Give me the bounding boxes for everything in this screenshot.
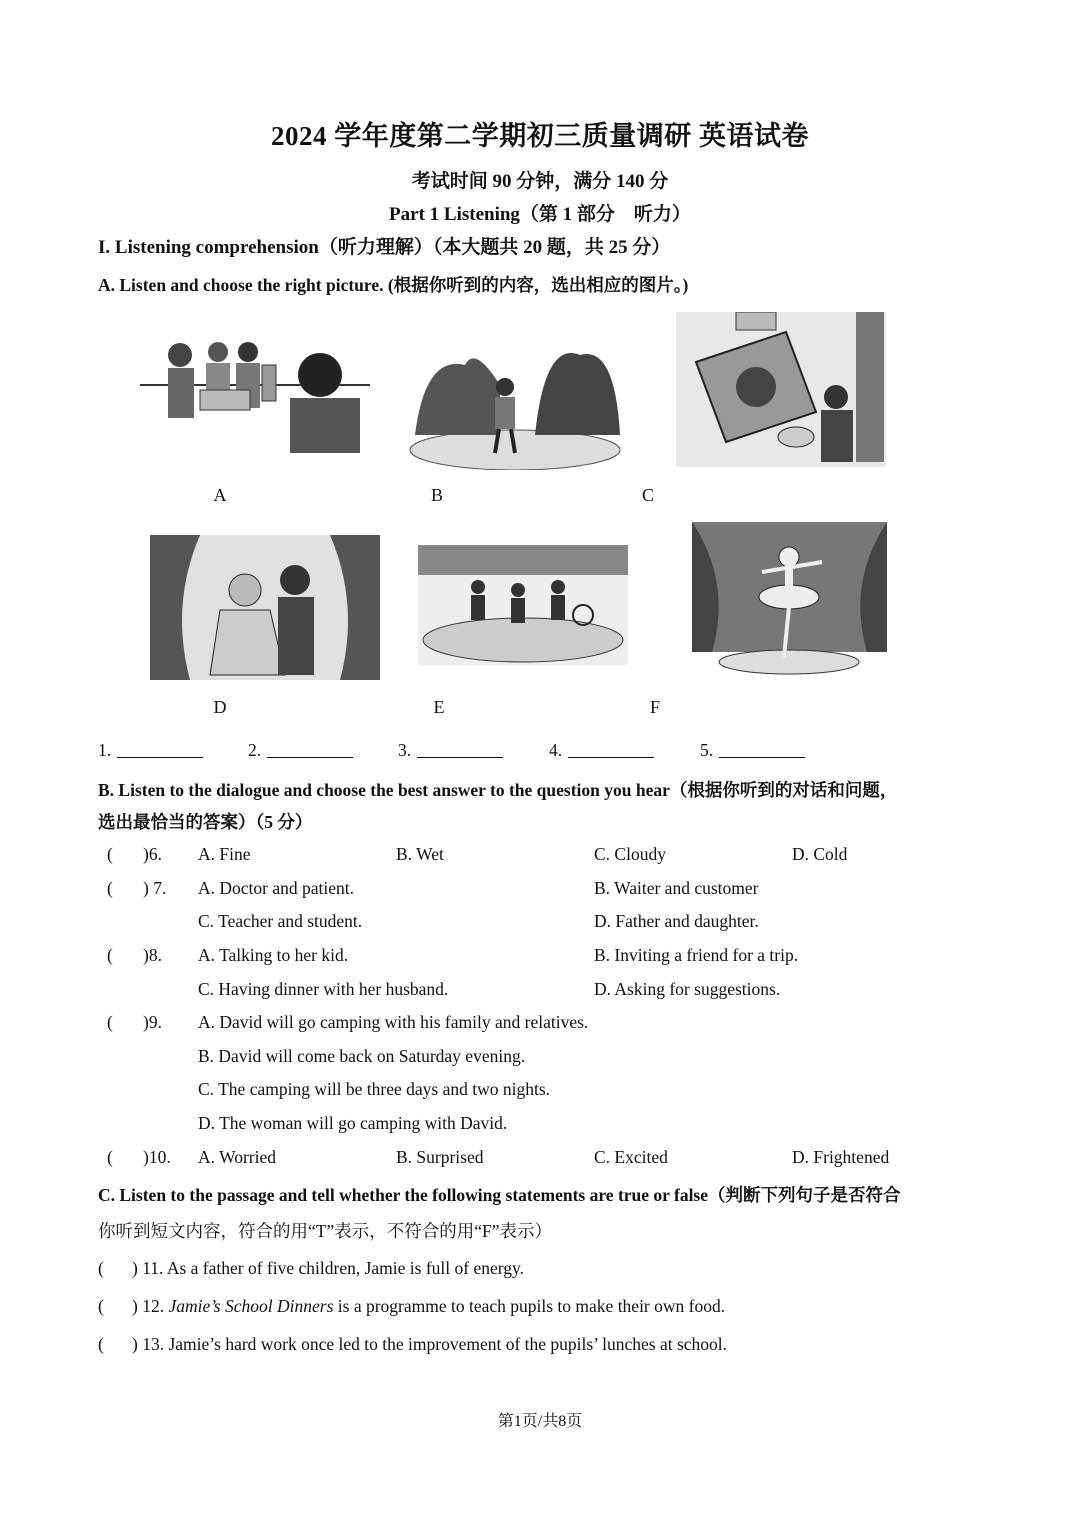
question-12-rest: is a programme to teach pupils to make their own food. <box>333 1296 726 1316</box>
question-13: ) 13. Jamie’s hard work once led to the improvement of the pupils’ lunches at school. <box>132 1334 728 1354</box>
question-12 <box>132 1296 725 1317</box>
section-heading: I. Listening comprehension（听力理解）（本大题共 20 题，共 25 分） <box>98 237 671 258</box>
q9-option-d: D. The woman will go camping with David. <box>198 1113 508 1133</box>
question-11: ) 11. As a father of five children, Jamie is full of energy. <box>132 1258 525 1278</box>
part-c-instruction-line2: 你听到短文内容，符合的用“T”表示，不符合的用“F”表示） <box>98 1221 552 1241</box>
question-number-10: )10. <box>143 1147 171 1167</box>
answer-blank-5[interactable]: 5. <box>700 740 805 761</box>
q10-option-a: A. Worried <box>198 1147 276 1167</box>
q10-option-d: D. Frightened <box>792 1147 890 1167</box>
exam-title: 2024 学年度第二学期初三质量调研 英语试卷 <box>271 121 809 151</box>
people-waving-picture-icon <box>140 330 370 460</box>
answer-blank-3[interactable]: 3. <box>398 740 503 761</box>
answer-paren-9[interactable]: ( <box>107 1012 113 1032</box>
answer-paren-13[interactable]: ( <box>98 1334 104 1354</box>
q7-option-c: C. Teacher and student. <box>198 911 363 931</box>
answer-blank-2[interactable]: 2. <box>248 740 353 761</box>
picture-label-d: D <box>213 697 227 717</box>
q9-option-c: C. The camping will be three days and two nights. <box>198 1079 551 1099</box>
answer-paren-12[interactable]: ( <box>98 1296 104 1316</box>
answer-blank-4[interactable]: 4. <box>549 740 654 761</box>
programme-title: Jamie’s School Dinners <box>168 1296 334 1316</box>
q10-option-b: B. Surprised <box>396 1147 484 1167</box>
ballet-dancer-picture-icon <box>692 522 887 677</box>
answer-paren-8[interactable]: ( <box>107 945 113 965</box>
question-12-number: ) 12. <box>132 1296 169 1316</box>
q7-option-d: D. Father and daughter. <box>594 911 759 931</box>
picture-label-c: C <box>641 485 654 505</box>
q6-option-d: D. Cold <box>792 844 848 864</box>
question-number-8: )8. <box>143 945 162 965</box>
answer-paren-7[interactable]: ( <box>107 878 113 898</box>
part-heading: Part 1 Listening（第 1 部分 听力） <box>389 204 691 225</box>
q8-option-d: D. Asking for suggestions. <box>594 979 781 999</box>
answer-paren-6[interactable]: ( <box>107 844 113 864</box>
part-a-instruction: A. Listen and choose the right picture. (根据你听到的内容，选出相应的图片。) <box>98 275 689 295</box>
q7-option-b: B. Waiter and customer <box>594 878 759 898</box>
painter-easel-picture-icon <box>676 312 886 467</box>
part-b-instruction-line1: B. Listen to the dialogue and choose the best answer to the question you hear（根据你听到的对话和问题， <box>98 780 898 800</box>
exam-info: 考试时间 90 分钟，满分 140 分 <box>411 171 669 192</box>
explorer-jungle-picture-icon <box>405 325 625 470</box>
band-concert-picture-icon <box>418 545 628 665</box>
picture-label-f: F <box>649 697 660 717</box>
q8-option-c: C. Having dinner with her husband. <box>198 979 449 999</box>
answer-paren-11[interactable]: ( <box>98 1258 104 1278</box>
picture-label-a: A <box>213 485 227 505</box>
q9-option-b: B. David will come back on Saturday evening. <box>198 1046 526 1066</box>
q10-option-c: C. Excited <box>594 1147 668 1167</box>
answer-paren-10[interactable]: ( <box>107 1147 113 1167</box>
q9-option-a: A. David will go camping with his family and relatives. <box>198 1012 589 1032</box>
q7-option-a: A. Doctor and patient. <box>198 878 354 898</box>
picture-label-b: B <box>430 485 443 505</box>
question-number-7: ) 7. <box>143 878 167 898</box>
q8-option-a: A. Talking to her kid. <box>198 945 349 965</box>
q8-option-b: B. Inviting a friend for a trip. <box>594 945 799 965</box>
part-b-instruction-line2: 选出最恰当的答案）（5 分） <box>98 812 313 832</box>
picture-label-e: E <box>433 697 445 717</box>
question-number-9: )9. <box>143 1012 162 1032</box>
q6-option-c: C. Cloudy <box>594 844 666 864</box>
answer-blank-1[interactable]: 1. <box>98 740 203 761</box>
question-number-6: )6. <box>143 844 162 864</box>
q6-option-a: A. Fine <box>198 844 251 864</box>
q6-option-b: B. Wet <box>396 844 444 864</box>
page-number: 第1页/共8页 <box>497 1413 583 1430</box>
part-c-instruction-line1: C. Listen to the passage and tell whether the following statements are true or false（判断下列句子是否符合 <box>98 1185 901 1205</box>
couple-stage-picture-icon <box>150 535 380 680</box>
